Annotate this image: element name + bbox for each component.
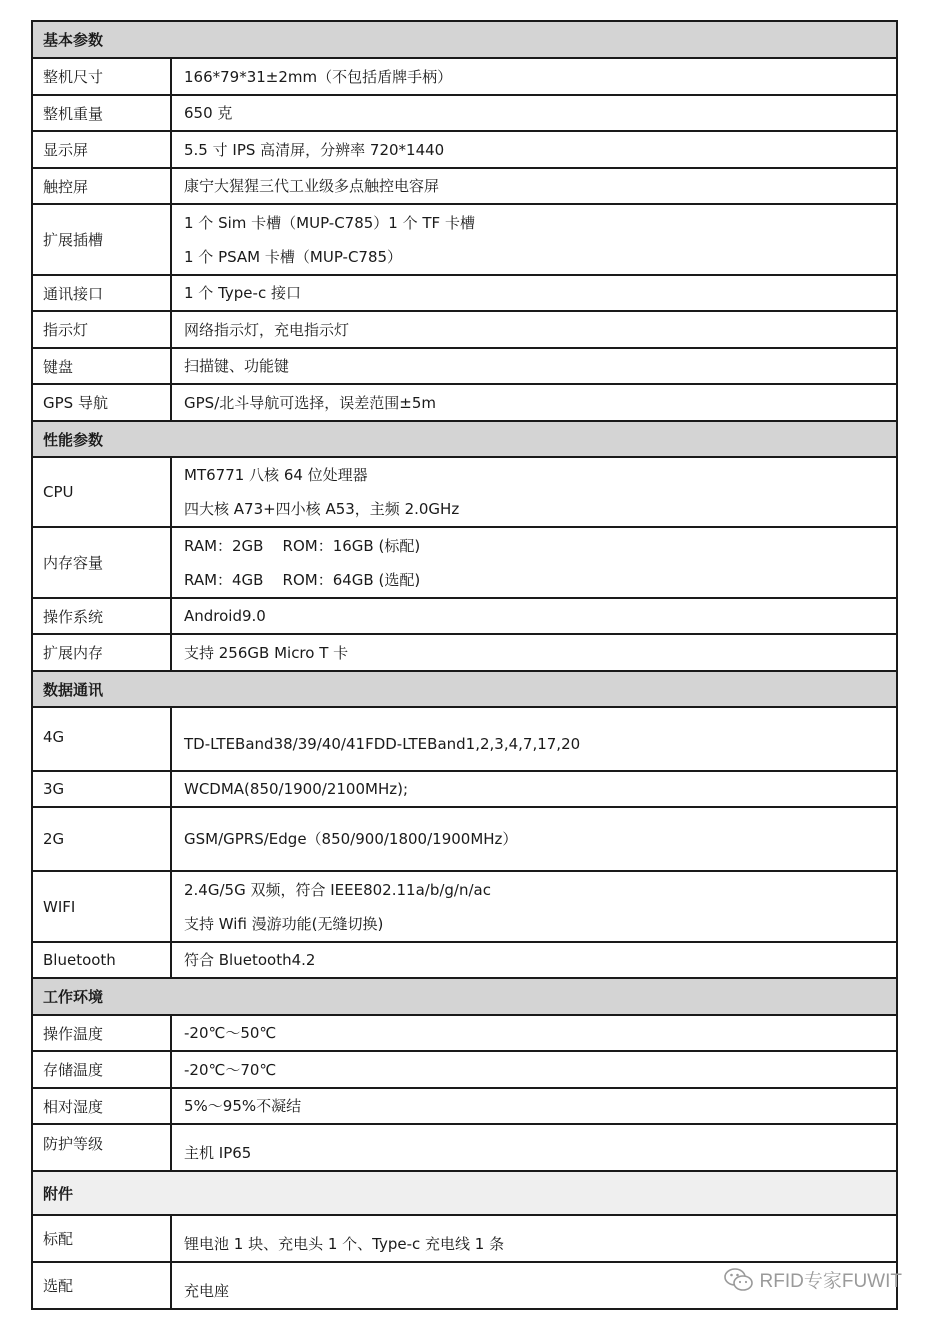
- section-header-basic: 基本参数: [33, 22, 896, 59]
- value-line: 支持 Wifi 漫游功能(无缝切换): [184, 914, 384, 933]
- row-value: [172, 458, 896, 526]
- table-row: [33, 385, 896, 422]
- table-row: [33, 1089, 896, 1125]
- table-row: [33, 1052, 896, 1089]
- value-line: 充电座: [184, 1282, 230, 1300]
- row-value: [172, 635, 896, 670]
- table-row: [33, 1016, 896, 1052]
- row-label: 3G: [33, 772, 172, 806]
- row-label: 通讯接口: [33, 276, 172, 310]
- row-value: [172, 872, 896, 941]
- value-line: 1 个 Type-c 接口: [184, 284, 301, 302]
- value-line: WCDMA(850/1900/2100MHz);: [184, 780, 408, 798]
- row-value: [172, 169, 896, 203]
- value-line: 5%～95%不凝结: [184, 1097, 302, 1115]
- table-row: [33, 349, 896, 385]
- spec-table: [31, 20, 898, 1310]
- row-value: [172, 772, 896, 806]
- row-label: 整机尺寸: [33, 59, 172, 94]
- row-label: 扩展插槽: [33, 205, 172, 274]
- value-line: -20℃～70℃: [184, 1060, 277, 1079]
- value-line: RAM：2GB ROM：16GB (标配): [184, 536, 421, 555]
- table-row: [33, 312, 896, 349]
- table-row: [33, 528, 896, 599]
- value-line: TD-LTEBand38/39/40/41FDD-LTEBand1,2,3,4,7,17,20: [184, 735, 581, 753]
- row-label: CPU: [33, 458, 172, 526]
- row-value: [172, 599, 896, 633]
- table-row: [33, 708, 896, 772]
- watermark-text: RFID专家FUWIT: [759, 1271, 902, 1292]
- row-value: [172, 1216, 896, 1261]
- row-label: Bluetooth: [33, 943, 172, 977]
- row-label: 选配: [33, 1263, 172, 1308]
- row-label: 触控屏: [33, 169, 172, 203]
- row-value: [172, 385, 896, 420]
- table-row: [33, 169, 896, 205]
- value-line: 支持 256GB Micro T 卡: [184, 643, 349, 662]
- row-label: 2G: [33, 808, 172, 870]
- row-label: 相对湿度: [33, 1089, 172, 1123]
- watermark: [724, 1266, 902, 1293]
- table-row: [33, 1125, 896, 1172]
- value-line: 四大核 A73+四小核 A53，主频 2.0GHz: [184, 500, 460, 518]
- row-value: [172, 349, 896, 383]
- value-line: 康宁大猩猩三代工业级多点触控电容屏: [184, 177, 440, 195]
- row-label: GPS 导航: [33, 385, 172, 420]
- row-label: 操作温度: [33, 1016, 172, 1050]
- value-line: 网络指示灯，充电指示灯: [184, 320, 350, 339]
- value-line: GSM/GPRS/Edge（850/900/1800/1900MHz）: [184, 830, 518, 848]
- row-value: [172, 708, 896, 770]
- value-line: 1 个 PSAM 卡槽（MUP-C785）: [184, 247, 403, 266]
- value-line: 166*79*31±2mm（不包括盾牌手柄）: [184, 67, 453, 86]
- section-header-performance: 性能参数: [33, 422, 896, 458]
- row-value: [172, 528, 896, 597]
- table-row: [33, 599, 896, 635]
- row-label: 标配: [33, 1216, 172, 1261]
- table-row: [33, 872, 896, 943]
- table-row: [33, 943, 896, 979]
- table-row: [33, 205, 896, 276]
- row-label: 内存容量: [33, 528, 172, 597]
- row-value: [172, 96, 896, 130]
- table-row: [33, 458, 896, 528]
- value-line: Android9.0: [184, 607, 266, 625]
- table-row: [33, 132, 896, 169]
- table-row: [33, 808, 896, 872]
- wechat-icon: [724, 1267, 754, 1293]
- row-value: [172, 808, 896, 870]
- row-value: [172, 59, 896, 94]
- table-row: [33, 96, 896, 132]
- section-header-communication: 数据通讯: [33, 672, 896, 708]
- table-row: [33, 772, 896, 808]
- row-value: [172, 205, 896, 274]
- value-line: MT6771 八核 64 位处理器: [184, 466, 368, 484]
- row-label: 指示灯: [33, 312, 172, 347]
- row-value: [172, 312, 896, 347]
- value-line: 1 个 Sim 卡槽（MUP-C785）1 个 TF 卡槽: [184, 213, 475, 232]
- row-value: [172, 132, 896, 167]
- value-line: 锂电池 1 块、充电头 1 个、Type-c 充电线 1 条: [184, 1235, 505, 1253]
- table-row: [33, 635, 896, 672]
- row-label: 防护等级: [33, 1125, 172, 1170]
- value-line: GPS/北斗导航可选择，误差范围±5m: [184, 393, 436, 412]
- value-line: 扫描键、功能键: [184, 357, 290, 375]
- row-label: 扩展内存: [33, 635, 172, 670]
- value-line: 符合 Bluetooth4.2: [184, 951, 316, 969]
- row-value: [172, 1016, 896, 1050]
- row-label: WIFI: [33, 872, 172, 941]
- table-row: [33, 276, 896, 312]
- section-header-environment: 工作环境: [33, 979, 896, 1016]
- row-label: 键盘: [33, 349, 172, 383]
- row-value: [172, 276, 896, 310]
- value-line: RAM：4GB ROM：64GB (选配): [184, 570, 421, 589]
- row-label: 存储温度: [33, 1052, 172, 1087]
- row-value: [172, 943, 896, 977]
- value-line: -20℃～50℃: [184, 1024, 277, 1042]
- row-value: [172, 1125, 896, 1170]
- table-row: [33, 59, 896, 96]
- value-line: 2.4G/5G 双频，符合 IEEE802.11a/b/g/n/ac: [184, 880, 491, 899]
- value-line: 5.5 寸 IPS 高清屏，分辨率 720*1440: [184, 140, 445, 159]
- row-label: 整机重量: [33, 96, 172, 130]
- row-label: 操作系统: [33, 599, 172, 633]
- value-line: 主机 IP65: [184, 1144, 252, 1162]
- row-label: 4G: [33, 708, 172, 770]
- section-header-accessories: 附件: [33, 1172, 896, 1216]
- row-label: 显示屏: [33, 132, 172, 167]
- row-value: [172, 1089, 896, 1123]
- value-line: 650 克: [184, 104, 233, 122]
- table-row: [33, 1216, 896, 1263]
- row-value: [172, 1052, 896, 1087]
